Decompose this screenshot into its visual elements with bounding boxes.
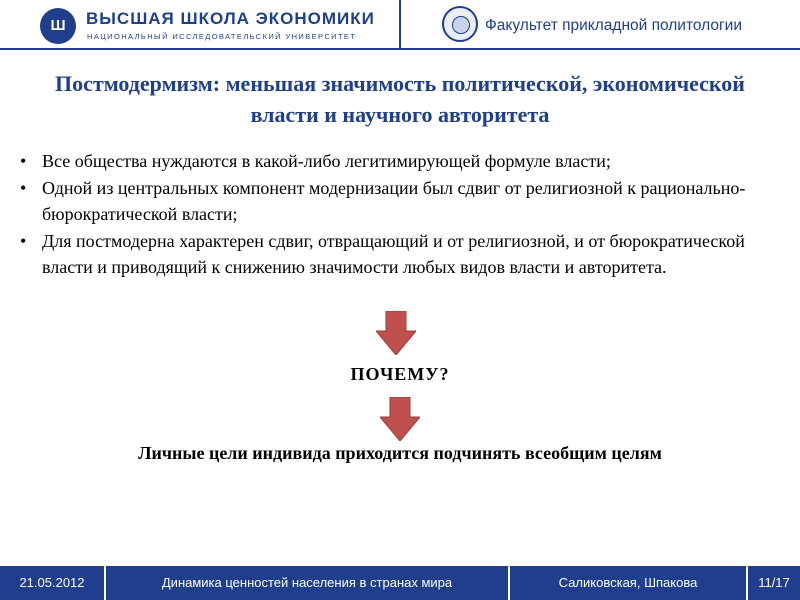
bullet-text: Одной из центральных компонент модернизации был сдвиг от религиозной к рационально-бюрократической власти;: [42, 177, 746, 224]
faculty-name: Факультет прикладной политологии: [485, 17, 742, 34]
org-subtitle: НАЦИОНАЛЬНЫЙ ИССЛЕДОВАТЕЛЬСКИЙ УНИВЕРСИТЕТ: [87, 32, 357, 41]
footer-date: 21.05.2012: [19, 575, 85, 590]
conclusion-text: Личные цели индивида приходится подчинять всеобщим целям: [138, 443, 662, 463]
org-name: ВЫСШАЯ ШКОЛА ЭКОНОМИКИ: [86, 9, 375, 28]
list-item: [20, 228, 780, 281]
list-item: [20, 175, 780, 228]
slide-title: Постмодермизм: меньшая значимость политической, экономической власти и научного авторитета: [55, 71, 745, 127]
hse-logo-icon: Ш: [40, 8, 76, 44]
page-number: 11/17: [758, 575, 790, 590]
footer-authors: Саликовская, Шпакова: [558, 575, 698, 590]
down-arrow-icon: [380, 397, 420, 441]
bullet-icon: •: [20, 151, 27, 171]
bullet-text: Для постмодерна характерен сдвиг, отвращающий и от религиозной, и от бюрократической власти и приводящий к снижению значимости любых видов власти и авторитета.: [42, 230, 745, 277]
list-item: [20, 148, 780, 175]
bullet-icon: •: [20, 230, 27, 251]
slide-footer: [0, 566, 800, 600]
header-rule: [0, 48, 800, 50]
footer-topic: Динамика ценностей населения в странах мира: [161, 575, 453, 590]
bullet-list: [20, 148, 780, 281]
header-divider: [399, 0, 401, 48]
question-text: ПОЧЕМУ?: [350, 364, 450, 384]
bullet-text: Все общества нуждаются в какой-либо легитимирующей формуле власти;: [42, 151, 611, 171]
faculty-emblem-icon: [442, 6, 478, 42]
bullet-icon: •: [20, 177, 27, 198]
down-arrow-icon: [376, 311, 416, 355]
slide-header: [0, 0, 800, 52]
